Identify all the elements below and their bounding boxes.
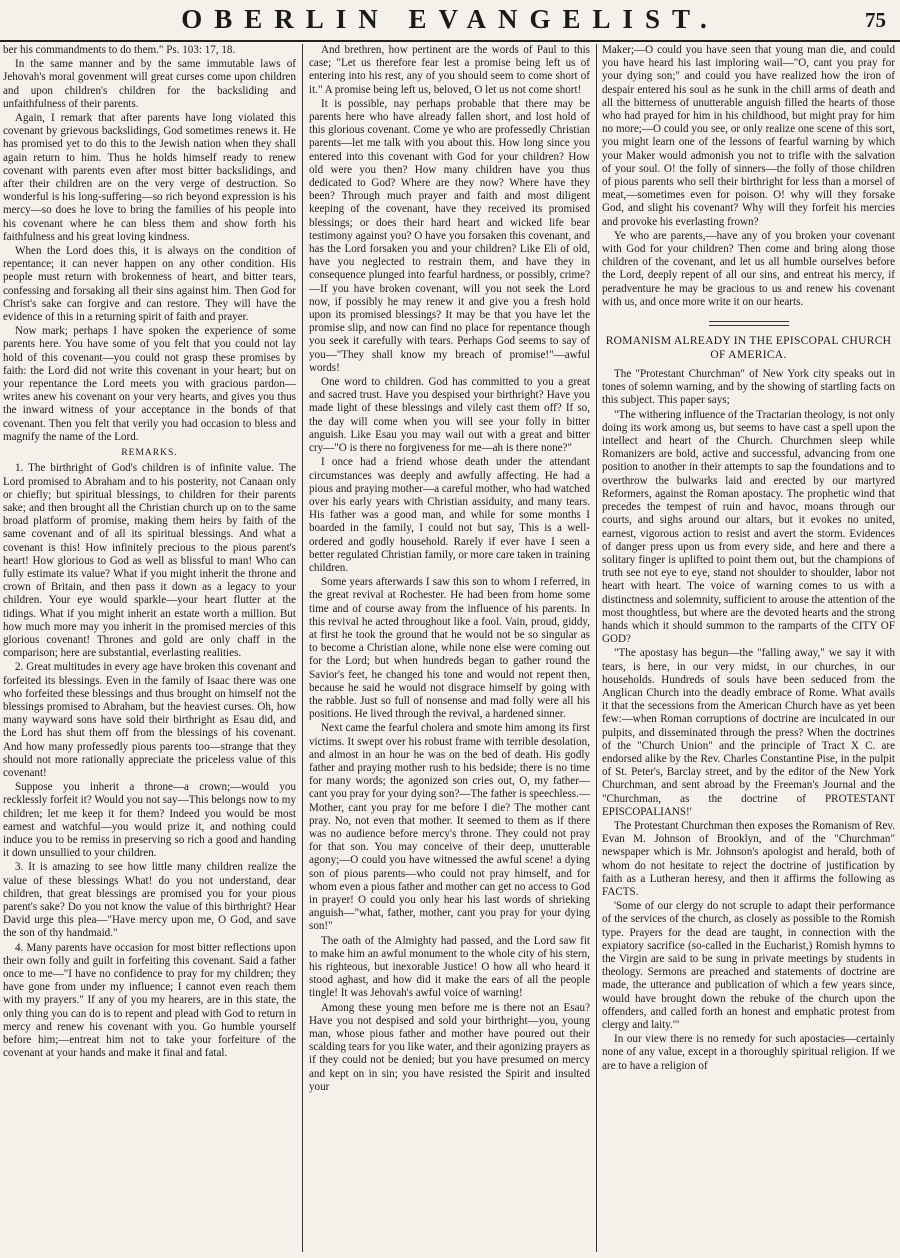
paragraph: 4. Many parents have occasion for most bitter reflections upon their own folly and guilt in forfeiting this covenant. Said a father once to me—"I have no confidence to pray for my children; they have gone from under my influence; I cannot even reach them with my prayers." If any of you my hearers, are in this state, the only thing you can do is to repent and plead with God to return in mercy and renew his covenant with you. Go humble yourself before him;—entreat him not to take your forfeiture of the covenant at your hands and make it final and fatal. [3,941,296,1060]
column-1 [3,44,296,1252]
quote-paragraph: 'Some of our clergy do not scruple to adapt their performance of the services of the church, as closely as possible to the Romish type. Prayers for the dead are taught, in connection with the expiatory sacrifice (so-called in the Eucharist,) Romish hymns to the Virgin are said to be sung in private meetings by students in theology. Sermons are preached and statements of doctrine are made, the utterance and publication of which a few years since, would have brought down the rebuke of the church upon the offenders, and called forth an honest and emphatic protest from clergy and laity.'" [602,900,895,1032]
paragraph: 2. Great multitudes in every age have broken this covenant and forfeited its blessings. Even in the family of Isaac there was one who forfeited these blessings and thus brought on himself not the blessings promised to Abraham, but the heaviest curses. Oh, how many wayward sons have sold their birthright as Esau did, and the Lord has shut them off from the blessings of his covenant. And how many professedly pious parents too—strange that they should not more rationally appreciate the priceless value of this covenant! [3,661,296,779]
column-rule [596,44,597,1252]
paragraph: And brethren, how pertinent are the words of Paul to this case; "Let us therefore fear lest a promise being left us of entering into his rest, any of you should seem to come short of it." A promise being left us, beloved, O let us not come short! [309,44,590,96]
paragraph: Maker;—O could you have seen that young man die, and could you have heard his last imploring wail—"O, cant you pray for your dying son;" and could you have realized how the iron of despair entered his soul as he sunk in the chill arms of death and all the bitterness of unutterable anguish filled the hearts of those who had prayed for him in his childhood, but might pray for him no more;—O could you see, or only realize one scene of this sort, you might learn one of the lessons of fearful warning by which your Maker would admonish you not to trifle with the salvation of your soul. O! the folly of sinners—the folly of those children of pious parents who sell their birthright for less than a morsel of meat,—sometimes even for poison. O! why will they forsake God, and slight his covenant? Why will they forfeit his mercies and provoke his everlasting frown? [602,44,895,228]
quote-paragraph: "The withering influence of the Tractarian theology, is not only doing its work among us, but seems to have cast a spell upon the intellect and heart of the Church. Churchmen sleep while Romanizers are bold, active and successful, advancing from one position to another in their attempts to sap the foundations and to overthrow the bulwarks laid and erected by our martyred Reformers, against the Roman apostacy. The prophetic wind that precedes the tempest of ruin and havoc, moans through our courts, and sighs around our altars, but it evokes no united, earnest, vigorous action to resist and avert the storm. Evidences of danger press upon us from every side, and here and there a solitary finger is uplifted to point them out, but the champions of truth see not eye to eye, stand not shoulder to shoulder, labor not heart with heart. The voice of warning comes to us with a distinctness and solemnity, sufficient to arouse the attention of the most thoughtless, but where are the devoted hearts and the strong hands which it should summon to the ramparts of the CITY OF GOD? [602,408,895,646]
paragraph: In our view there is no remedy for such apostacies—certainly none of any value, except in a thoroughly spiritual religion. If we are to have a religion of [602,1033,895,1072]
paragraph: Next came the fearful cholera and smote him among its first victims. It swept over his robust frame with terrible desolation, and almost in an hour he was on the bed of death. His godly father and praying mother rush to his bedside; there is no time for many words; the agonized son cries out, O, my father—cant you pray for your dying son?—The father is speechless.—Mother, cant you pray for me before I die? The mother cant pray. No, not even that mother. It seemed to them as if there was no audience before mercy's throne. They could not pray for that son. You may conceive of their deep, unutterable agony;—O could you have witnessed the awful scene! a dying son of pious parents—who could not pray himself, and for whom even a pious father and mother can get no access to God in prayer! O could you only hear his last words of shrieking anguish—"what, father, mother, cant you pray for your dying son!" [309,722,590,933]
paragraph: 3. It is amazing to see how little many children realize the value of these blessings What! do you not understand, dear children, that great blessings are promised you for your pious parent's sake? Do you not know the value of this birthright? Hear David urge this plea—"Have mercy upon me, O God, and save the son of thy handmaid." [3,861,296,940]
quote-paragraph: "The apostasy has begun—the "falling away," we say it with tears, is here, in our very midst, in our churches, in our households. Hundreds of souls have been seduced from the Anglican Church into the deadly embrace of Rome. What avails it that the secessions from the American Church have as yet been few:—when Roman corruptions of doctrine are inculcated in our pulpits, and disseminated through the press? When the doctrines of the "Church Union" and the principle of Tract X C. are endorsed alike by the Rev. Charles Constantine Pise, in the pulpit of St. Peter's, Barclay street, and by the editor of the New York Churchman, and sent abroad by the Freeman's Journal and the "Churchman, as the doctrine of PROTESTANT EPISCOPALIANS!' [602,647,895,818]
paragraph: Suppose you inherit a throne—a crown;—would you recklessly forfeit it? Would you not say—This belongs now to my children; let me keep it for them? Indeed you would be most earnest and watchful—you would prize it, and nothing could induce you to be remiss in preserving so rich a good and handing it down unsullied to your children. [3,781,296,860]
paragraph: The "Protestant Churchman" of New York city speaks out in tones of solemn warning, and by the showing of startling facts on this subject. This paper says; [602,368,895,407]
paragraph: One word to children. God has committed to you a great and sacred trust. Have you despised your birthright? Have you made light of these blessings and vilely cast them off? If so, the day will come when you will see your folly in bitter anguish. Like Esau you may wail out with a great and bitter cry—"O is there no forgiveness for me—ah is there none?" [309,376,590,455]
section-separator [709,321,789,326]
column-rule [302,44,303,1252]
paragraph: Among these young men before me is there not an Esau? Have you not despised and sold your birthright—you, young man, whose pious father and mother have poured out their scalding tears for you like water, and their agonizing prayers as if they could not be denied; but you have presumed on mercy and kept on in sin; you have resisted the Spirit and insulted your [309,1001,590,1093]
paragraph: When the Lord does this, it is always on the condition of repentance; it can never happen on any other condition. His people must return with brokenness of heart, and bitter tears, confessing and forsaking all their sins against him. Then God for Christ's sake can forgive and can restore. They will have the evidence of this in a returning spirit of faith and prayer. [3,245,296,324]
masthead [0,0,900,42]
paragraph: Some years afterwards I saw this son to whom I referred, in the great revival at Rochester. He had been from home some time and of course away from the influence of his parents. In this revival he acted throughout like a fool. Vain, proud, giddy, at first he took the ground that he would not be so singular as to become a Christian alone, while none else were coming out for the Lord; but when hundreds began to gather round the Savior's feet, he changed his tone and would not repent then, because he said he would not disgrace himself by going with the rabble. Just so full of nonsense and mad folly were all his positions. He lived through the revival, a hardened sinner. [309,576,590,721]
masthead-title: OBERLIN EVANGELIST. [181,4,719,34]
paragraph: Ye who are parents,—have any of you broken your covenant with God for your children? Then come and bring along those children of the covenant, and let us all humble ourselves before the Lord, deeply repent of all our sins, and entreat his mercy, if peradventure he may be gracious to us and renew his covenant with us, and once more write it on our hearts. [602,229,895,308]
paragraph: The oath of the Almighty had passed, and the Lord saw fit to make him an awful monument to the whole city of his stern, his righteous, but inexorable Justice! O how all who heard it stood aghast, and how did it make the ears of all the people tingle! It was Jehovah's awful voice of warning! [309,934,590,1000]
column-3 [602,44,895,1252]
paragraph: It is possible, nay perhaps probable that there may be parents here who have already fallen short, and lost hold of this glorious covenant. Come ye who are professedly Christian parents—let me talk with you about this. How long since you entered into this covenant with God for your children? How old were you then? How many children have you thus dedicated to God? Where are they now? Where have they been? Through much prayer and faith and most diligent keeping of the covenant, have they received its promised blessings; or does their hard heart and wicked life bear testimony against you? O have you forsaken this covenant, and has the Lord forsaken you and your children? Like Eli of old, have you neglected to restrain them, and have they in consequence plunged into fearful hardness, or possibly, crime?—If you have broken covenant, will you not seek the Lord now, if possibly he may renew it and give you a fresh hold upon its promised blessings? It may be that you have let the promise slip, and now can find no place for repentance though you seek it carefully with tears. Perhaps God seems to say of you—"They shall know my breach of promise!"—awful words! [309,97,590,374]
paragraph: Now mark; perhaps I have spoken the experience of some parents here. You have some of you felt that you could not lay hold of this covenant—you could not grasp these promises by faith: the Lord did not write this covenant in your heart; but on your repentance the Lord meets you with gracious pardon—writes anew his covenant on your very hearts, and gives you thus the inward witness of your acceptance in the bonds of that covenant. Then you felt that verily you had occasion to bless and magnify the name of the Lord. [3,325,296,443]
page-number: 75 [865,8,886,32]
paragraph: ber his commandments to do them." Ps. 103: 17, 18. [3,44,236,56]
paragraph: I once had a friend whose death under the attendant circumstances was deeply and awfully affecting. He had a pious and praying mother—a careful mother, who had watched over his early years with Christian assiduity, and many tears. His father was a good man, and while for some months I boarded in the family, I could not but say, This is a well-ordered and godly household. Rarely if ever have I seen a better regulated Christian family, or more care taken in training children. [309,456,590,574]
paragraph: Again, I remark that after parents have long violated this covenant by grievous backslidings, God sometimes renews it. He has promised yet to do this to the Jewish nation when they shall again return to him. Thus he holds himself ready to renew covenant with parents even after most bitter backslidings, and after their children are on the very verge of destruction. So wonderful is his long-suffering—so rich beyond expression is his mercy—so does he love to bring the families of his people into his covenant where he can bless them and show forth his faithfulness and his great loving kindness. [3,112,296,243]
paragraph: The Protestant Churchman then exposes the Romanism of Rev. Evan M. Johnson of Brooklyn, and of the "Churchman" newspaper which is Mr. Johnson's apologist and herald, both of whom do not hesitate to reject the doctrine of justification by faith as a Lutheran heresy, and then it affirms the following as FACTS. [602,819,895,898]
section-heading: REMARKS. [121,448,178,459]
article-headline: ROMANISM ALREADY IN THE EPISCOPAL CHURCH OF AMERICA. [605,335,892,362]
column-2 [309,44,590,1252]
paragraph: In the same manner and by the same immutable laws of Jehovah's moral govenment will great curses come upon children and upon children's children for the backsliding and unfaithfulness of their parents. [3,58,296,110]
paragraph: 1. The birthright of God's children is of infinite value. The Lord promised to Abraham and to his posterity, not Canaan only or chiefly; but spiritual blessings, to children for their parents sake; and then brought all the Christian church up on to the same broad platform of promise, making them heirs by faith of the same covenant and of all its spiritual blessings. And what a covenant is this! How infinitely precious to the pious parent's heart! How glorious to God as well as blissful to man! Who can fully estimate its value? What if you might inherit the throne and crown of Britain, and then pass it down as a legacy to your children. Your eye would sparkle—your heart flutter at the tidings. What if you might inherit an estate worth a million. But how much more may you inherit in the promised mercies of this glorious covenant! Thrones and gold are only chaff in the comparison; here are substantial, everlasting realities. [3,462,296,660]
